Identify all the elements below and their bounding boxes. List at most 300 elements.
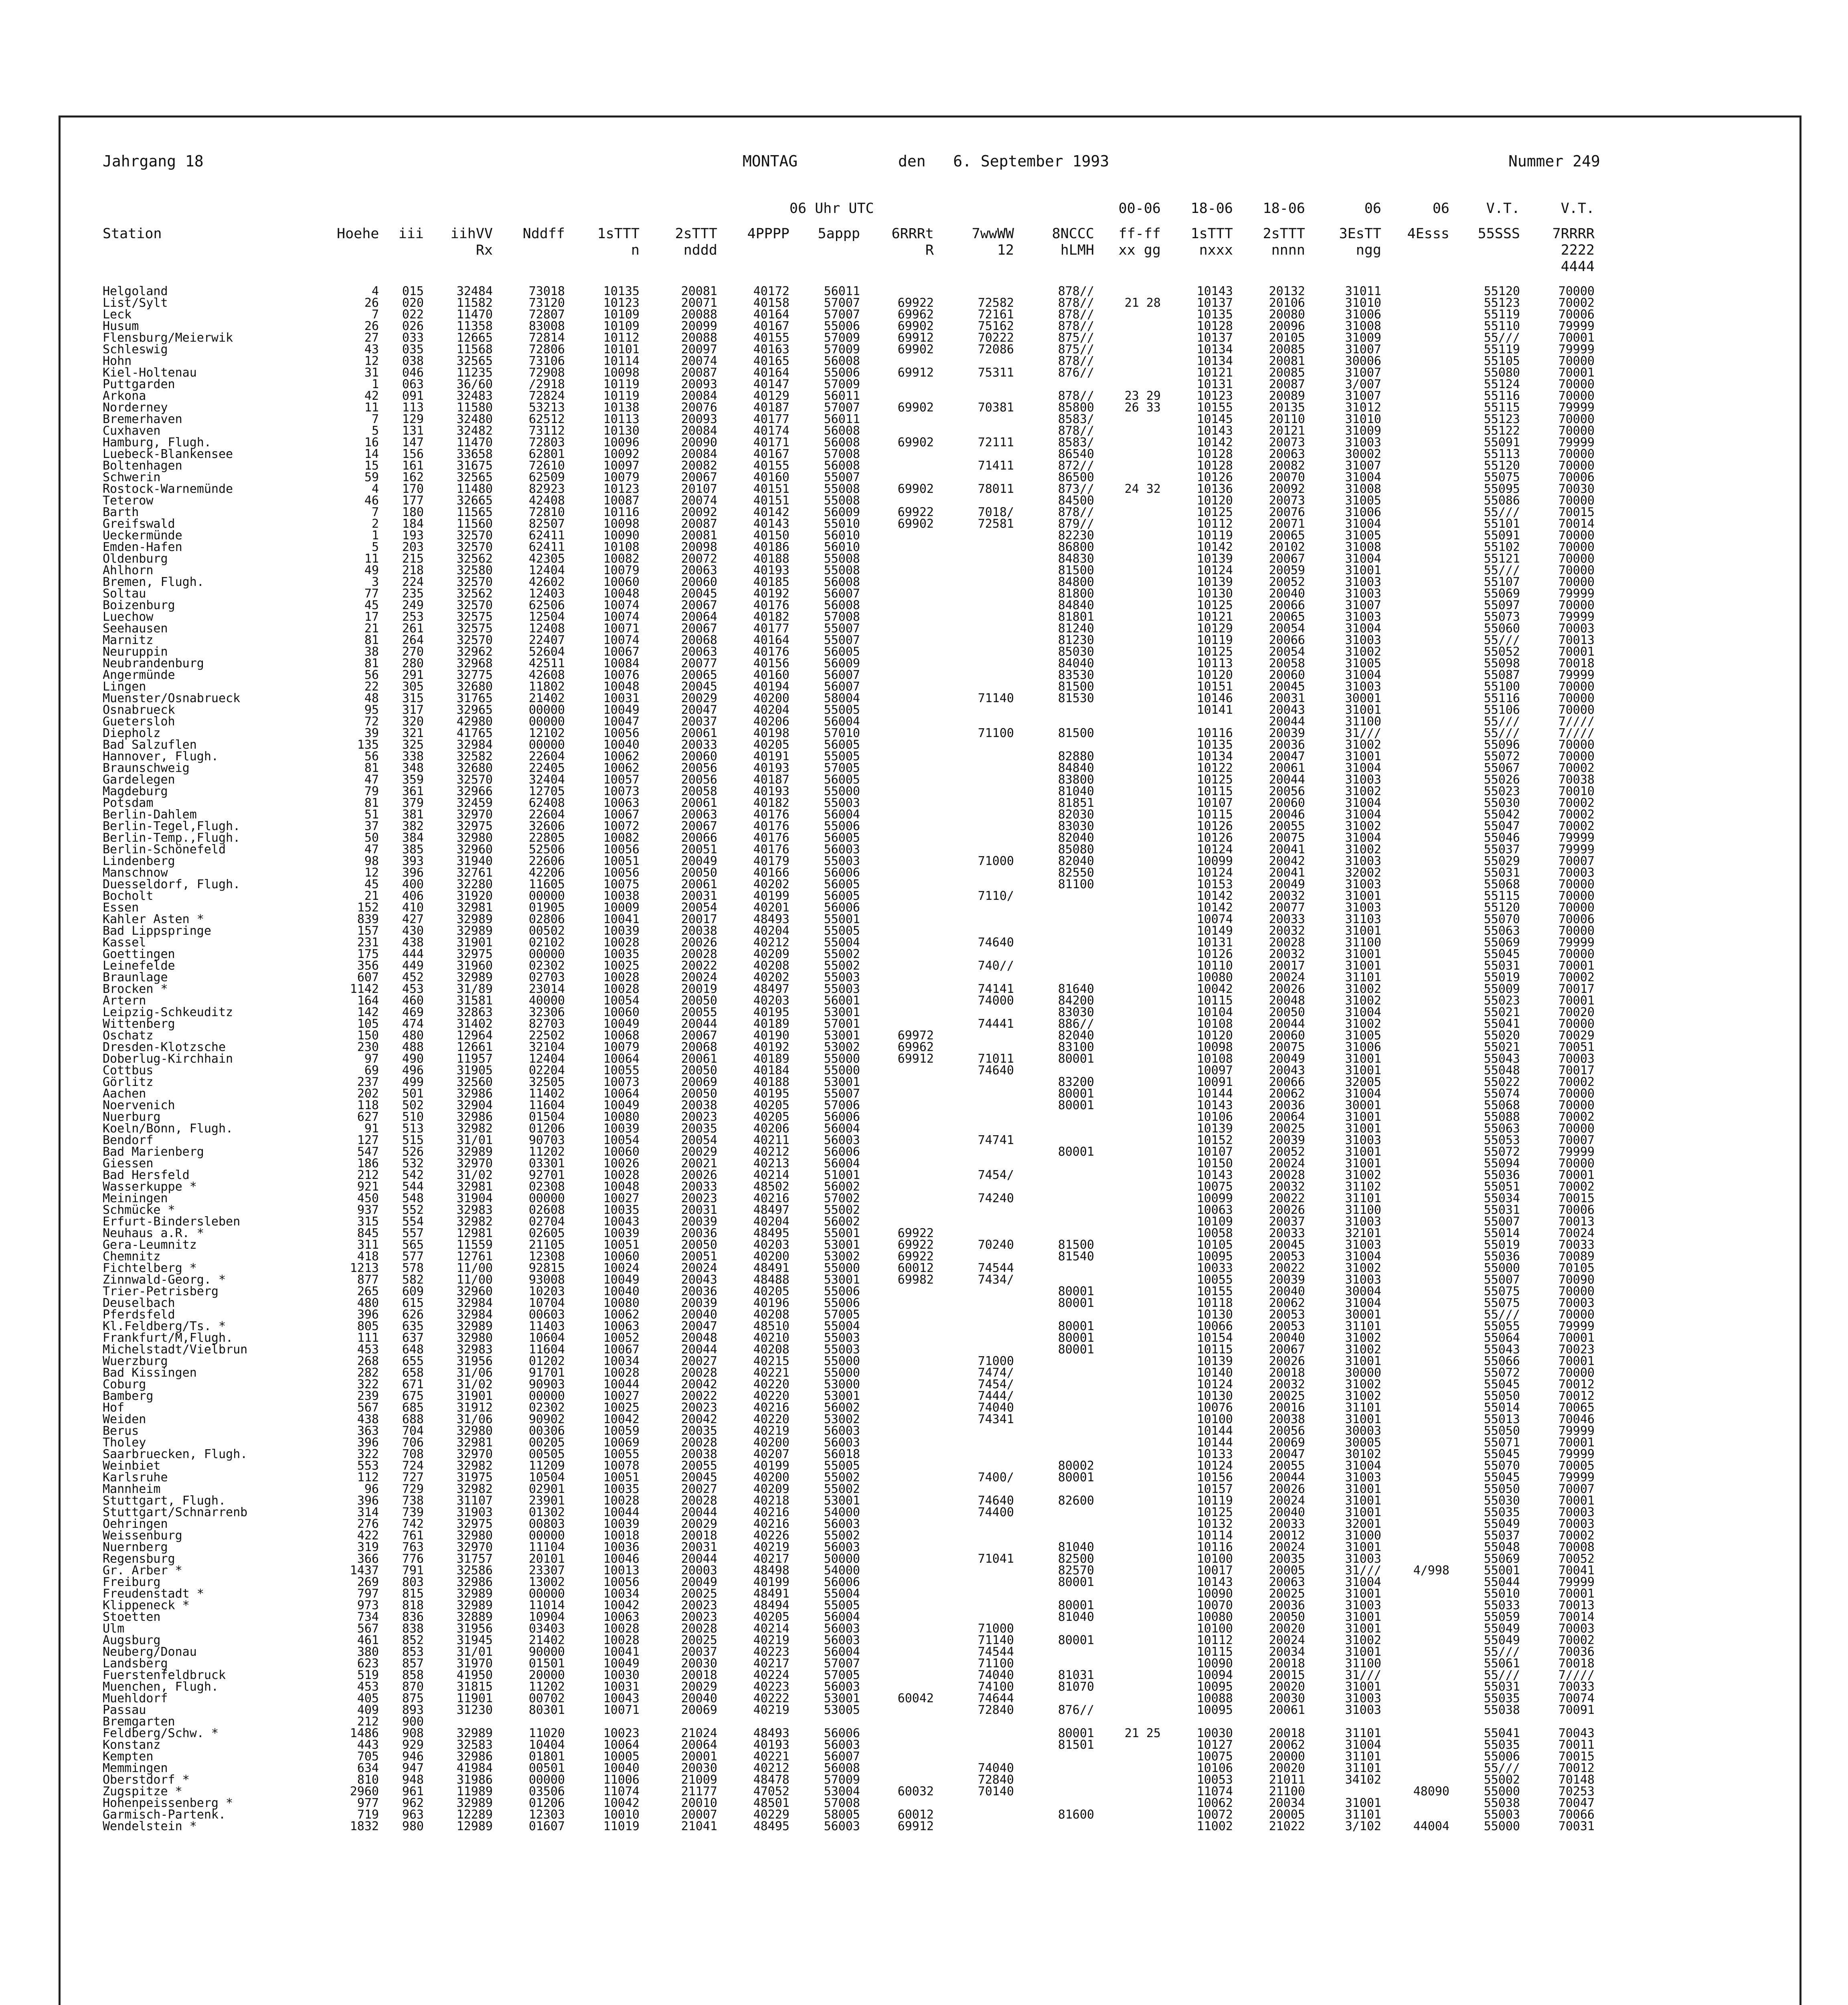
table-cell [1381, 1076, 1449, 1088]
table-cell: 74040 [978, 1401, 1014, 1415]
table-cell: 10157 [1196, 1482, 1233, 1496]
table-cell: 32761 [456, 866, 493, 880]
table-cell: 71041 [978, 1552, 1014, 1566]
table-cell: 10049 [603, 1017, 640, 1031]
table-cell: 20052 [1269, 575, 1305, 589]
table-cell [934, 1518, 1014, 1530]
table-cell [1381, 1367, 1449, 1379]
table-cell [860, 472, 934, 483]
table-cell [934, 623, 1014, 634]
table-cell: 20022 [1269, 1261, 1305, 1275]
column-header-2 [379, 242, 424, 259]
table-cell: 11580 [456, 401, 493, 415]
table-cell: 10049 [603, 1098, 640, 1112]
table-cell: 82230 [1058, 529, 1094, 543]
table-cell: 20051 [681, 1250, 717, 1264]
table-cell [1094, 1204, 1161, 1216]
table-cell: 5 [371, 540, 379, 554]
table-cell [1381, 472, 1449, 483]
table-cell: 11202 [528, 1680, 565, 1694]
table-cell: 56 [364, 668, 379, 682]
table-cell: 55000 [824, 1052, 860, 1066]
table-cell: 10141 [1196, 703, 1233, 717]
table-cell: 70000 [1558, 377, 1595, 391]
column-header-4 [493, 259, 565, 275]
table-cell [1014, 1111, 1094, 1123]
table-cell: 10048 [603, 680, 640, 694]
table-cell: 40167 [753, 447, 789, 461]
table-cell: 10139 [1196, 552, 1233, 566]
table-cell [860, 832, 934, 844]
table-cell [1014, 1158, 1094, 1169]
table-cell: 85030 [1058, 645, 1094, 659]
table-cell: 40163 [753, 342, 789, 356]
table-cell: 69962 [897, 308, 934, 322]
table-cell: 31100 [1345, 715, 1381, 729]
table-cell [934, 1181, 1014, 1193]
table-cell: 10048 [603, 1180, 640, 1194]
table-cell: 55000 [824, 1354, 860, 1368]
table-cell [1381, 1600, 1449, 1611]
table-cell: 83030 [1058, 819, 1094, 833]
column-header-9: R [925, 242, 934, 258]
table-cell: 40208 [753, 1343, 789, 1357]
table-cell: 81 [364, 761, 379, 775]
table-cell: 55049 [1484, 1633, 1520, 1647]
table-cell: 55020 [1484, 1029, 1520, 1043]
table-cell: 40185 [753, 575, 789, 589]
table-row [103, 1565, 1595, 1576]
table-cell: 10144 [1196, 1424, 1233, 1438]
table-cell [1381, 1251, 1449, 1262]
table-cell: 21100 [1269, 1784, 1305, 1798]
table-row [103, 1507, 1595, 1518]
table-cell: 71100 [978, 726, 1014, 740]
table-cell [1381, 1065, 1449, 1076]
table-cell: 40187 [753, 401, 789, 415]
table-cell: 31009 [1345, 331, 1381, 345]
table-cell: 12981 [456, 1226, 493, 1240]
table-cell: 72908 [528, 366, 565, 380]
table-cell: 31904 [456, 1191, 493, 1205]
table-cell: 11002 [1196, 1819, 1233, 1833]
table-cell: 31101 [1345, 1808, 1381, 1822]
table-cell: 90000 [528, 1645, 565, 1659]
column-header-13: 1sTTT [1190, 226, 1233, 242]
table-cell: 10051 [603, 854, 640, 868]
table-cell: 10072 [1196, 1808, 1233, 1822]
table-cell: 20045 [1269, 680, 1305, 694]
table-cell: 31002 [1345, 843, 1381, 857]
column-header-14: 2sTTT [1263, 226, 1305, 242]
table-cell [1381, 1053, 1449, 1065]
table-cell [1014, 1390, 1094, 1402]
table-cell: 11802 [528, 680, 565, 694]
table-cell [1094, 704, 1161, 716]
table-cell: 11074 [1196, 1784, 1233, 1798]
table-cell: 10023 [603, 1726, 640, 1740]
station-name: Greifswald [103, 517, 175, 531]
table-cell: 55075 [1484, 1296, 1520, 1310]
table-cell: 1 [371, 377, 379, 391]
station-name: Erfurt-Bindersleben [103, 1215, 241, 1229]
table-cell: 10031 [603, 691, 640, 705]
table-cell: 55008 [824, 494, 860, 508]
table-cell: 20031 [1269, 691, 1305, 705]
table-cell: 60042 [897, 1691, 934, 1705]
table-cell: 73112 [528, 424, 565, 438]
table-cell: 31011 [1345, 284, 1381, 298]
table-cell [934, 1309, 1014, 1320]
table-cell: 20038 [1269, 1412, 1305, 1426]
table-cell: 32989 [456, 1145, 493, 1159]
table-cell [860, 646, 934, 658]
table-cell: 20023 [681, 1610, 717, 1624]
table-cell: 31002 [1345, 1377, 1381, 1391]
table-cell [1094, 1274, 1161, 1286]
table-cell: 55022 [1484, 1075, 1520, 1089]
table-cell: 21402 [528, 1633, 565, 1647]
column-header-13: nxxx [1199, 242, 1233, 258]
table-cell: 10035 [603, 1482, 640, 1496]
table-cell: 40176 [753, 819, 789, 833]
table-cell: 31001 [1345, 924, 1381, 938]
table-cell: 56005 [824, 831, 860, 845]
table-cell [1381, 530, 1449, 541]
table-cell: 31003 [1345, 901, 1381, 915]
table-cell: 40207 [753, 1447, 789, 1461]
table-cell: 12303 [528, 1808, 565, 1822]
table-cell: 55110 [1484, 319, 1520, 333]
table-cell [1381, 1227, 1449, 1239]
table-cell [1094, 1565, 1161, 1576]
table-cell: 20088 [681, 331, 717, 345]
table-cell: 11 [364, 401, 379, 415]
table-cell [1094, 937, 1161, 948]
table-cell [860, 1646, 934, 1658]
table-cell: 31004 [1345, 796, 1381, 810]
table-cell: 10013 [603, 1563, 640, 1578]
table-cell: 32306 [528, 1005, 565, 1019]
table-cell: 319 [357, 1540, 379, 1554]
table-cell: 70000 [1558, 1156, 1595, 1171]
table-cell [1094, 1518, 1161, 1530]
table-cell: 11605 [528, 877, 565, 891]
table-cell: 71100 [978, 1657, 1014, 1671]
table-cell [934, 1460, 1014, 1472]
table-cell [860, 286, 934, 297]
table-cell: 10136 [1196, 482, 1233, 496]
table-cell [1381, 297, 1449, 309]
station-name: Essen [103, 901, 139, 915]
table-cell: 7454/ [978, 1168, 1014, 1182]
table-cell: 40193 [753, 784, 789, 798]
table-cell: 20047 [681, 1319, 717, 1333]
table-cell: 55049 [1484, 1517, 1520, 1531]
table-cell: 20017 [681, 912, 717, 926]
table-cell: 40193 [753, 1738, 789, 1752]
table-cell: 32986 [456, 1750, 493, 1764]
station-name: Barth [103, 505, 139, 519]
table-cell: 31/// [1345, 726, 1381, 740]
table-cell: 53213 [528, 401, 565, 415]
table-cell: 10125 [1196, 505, 1233, 519]
table-cell: 10084 [603, 656, 640, 670]
table-cell: 00000 [528, 703, 565, 717]
table-cell: 10130 [1196, 1389, 1233, 1403]
table-cell: 10112 [603, 331, 640, 345]
table-cell [1381, 983, 1449, 995]
table-cell: 873// [1058, 482, 1094, 496]
table-cell [1094, 948, 1161, 960]
table-cell: 20064 [681, 1738, 717, 1752]
table-cell: 32965 [456, 703, 493, 717]
table-cell: 69902 [897, 435, 934, 450]
table-cell: 40220 [753, 1377, 789, 1391]
table-cell: 20063 [681, 808, 717, 822]
table-cell: 57009 [824, 377, 860, 391]
table-row [103, 425, 1595, 437]
table-cell: 55000 [1484, 1261, 1520, 1275]
table-row [103, 1018, 1595, 1030]
table-cell: 11989 [456, 1784, 493, 1798]
table-cell: 20040 [1269, 587, 1305, 601]
table-cell: 20066 [1269, 598, 1305, 612]
table-cell [860, 1158, 934, 1169]
table-cell [1094, 1658, 1161, 1669]
table-cell: 02302 [528, 1401, 565, 1415]
table-cell: 01206 [528, 1796, 565, 1810]
table-cell: 55006 [824, 1284, 860, 1298]
station-name: Nuernberg [103, 1540, 168, 1554]
table-cell: 40174 [753, 424, 789, 438]
table-cell: 10067 [603, 1343, 640, 1357]
table-cell: 72 [364, 715, 379, 729]
table-cell: 55064 [1484, 1331, 1520, 1345]
table-cell [1381, 460, 1449, 472]
table-cell: 70000 [1558, 529, 1595, 543]
table-cell: 70012 [1558, 1389, 1595, 1403]
table-cell: 10049 [603, 1273, 640, 1287]
table-cell: 10404 [528, 1738, 565, 1752]
table-cell: 55073 [1484, 610, 1520, 624]
table-cell: 22604 [528, 808, 565, 822]
table-cell: 921 [357, 1180, 379, 1194]
station-name: Goettingen [103, 947, 175, 961]
table-cell: 69972 [897, 1029, 934, 1043]
table-cell: 740// [978, 959, 1014, 973]
table-cell: 26 [364, 319, 379, 333]
table-cell: 10034 [603, 1587, 640, 1601]
table-cell [1014, 925, 1094, 937]
table-cell: 00702 [528, 1691, 565, 1705]
table-cell [1094, 1786, 1161, 1797]
column-header-11: hLMH [1060, 242, 1094, 258]
table-cell [1381, 1181, 1449, 1193]
table-cell: 69922 [897, 505, 934, 519]
station-name: Bad Marienberg [103, 1145, 204, 1159]
table-cell: 20077 [1269, 901, 1305, 915]
table-cell: 74000 [978, 994, 1014, 1008]
table-cell: 85080 [1058, 843, 1094, 857]
table-cell: 20020 [1269, 1680, 1305, 1694]
table-cell: 20043 [1269, 703, 1305, 717]
table-cell: 015 [402, 284, 424, 298]
table-cell: 10082 [603, 552, 640, 566]
table-cell [1094, 1100, 1161, 1111]
table-cell: 10078 [603, 1459, 640, 1473]
table-cell: 20061 [1269, 1703, 1305, 1717]
table-cell: 460 [402, 994, 424, 1008]
table-cell: 32986 [456, 1575, 493, 1589]
table-cell: 112 [357, 1470, 379, 1485]
table-cell: 31007 [1345, 459, 1381, 473]
table-cell: 69902 [897, 517, 934, 531]
table-cell: 515 [402, 1133, 424, 1147]
table-cell: 79999 [1558, 843, 1595, 857]
table-cell: 31003 [1345, 633, 1381, 647]
table-cell: 56010 [824, 540, 860, 554]
table-cell: 40223 [753, 1645, 789, 1659]
table-cell: 22407 [528, 633, 565, 647]
table-cell: 7 [371, 308, 379, 322]
table-cell: 57009 [824, 331, 860, 345]
table-cell [860, 1193, 934, 1204]
table-cell: 82570 [1058, 1563, 1094, 1578]
table-cell: 20073 [1269, 435, 1305, 450]
table-cell: 20022 [681, 1389, 717, 1403]
table-cell: 69982 [897, 1273, 934, 1287]
station-name: Braunlage [103, 970, 168, 984]
table-cell: 40129 [753, 389, 789, 403]
table-cell: 40200 [753, 1436, 789, 1450]
table-cell: 31101 [1345, 1750, 1381, 1764]
station-name: Oehringen [103, 1517, 168, 1531]
station-name: Zinnwald-Georg. * [103, 1273, 226, 1287]
table-cell: 20101 [528, 1552, 565, 1566]
table-cell: 261 [402, 622, 424, 636]
table-cell: 947 [402, 1761, 424, 1775]
table-cell: 70002 [1558, 808, 1595, 822]
table-cell: 10062 [603, 1308, 640, 1322]
table-cell: 32480 [456, 412, 493, 426]
table-cell [1381, 995, 1449, 1007]
table-cell: 81530 [1058, 691, 1094, 705]
table-cell: 55000 [1484, 1784, 1520, 1798]
table-cell: 41984 [456, 1761, 493, 1775]
table-cell: 10115 [1196, 808, 1233, 822]
table-cell: 32680 [456, 680, 493, 694]
table-cell [934, 1041, 1014, 1053]
table-cell [1094, 1007, 1161, 1018]
table-cell [717, 1716, 789, 1728]
table-cell: 20039 [1269, 726, 1305, 740]
table-cell [860, 890, 934, 902]
table-cell: 70001 [1558, 959, 1595, 973]
station-name: Kiel-Holtenau [103, 366, 197, 380]
table-cell: 40204 [753, 924, 789, 938]
table-cell: 57001 [824, 1017, 860, 1031]
table-cell: 55080 [1484, 366, 1520, 380]
table-cell: 55002 [1484, 1773, 1520, 1787]
table-row [103, 634, 1595, 646]
table-cell: 609 [402, 1284, 424, 1298]
table-cell: 675 [402, 1389, 424, 1403]
table-cell: 31940 [456, 854, 493, 868]
station-name: Nuerburg [103, 1110, 161, 1124]
table-cell: 31975 [456, 1470, 493, 1485]
table-cell [1381, 425, 1449, 437]
table-cell [860, 972, 934, 983]
table-cell: 56008 [824, 575, 860, 589]
table-cell: 80001 [1058, 1319, 1094, 1333]
table-cell [934, 1530, 1014, 1541]
table-row [103, 1460, 1595, 1472]
table-cell: 55075 [1484, 470, 1520, 484]
table-cell: 70038 [1558, 773, 1595, 787]
table-cell: 10109 [603, 308, 640, 322]
table-cell: 56018 [824, 1447, 860, 1461]
table-cell [934, 751, 1014, 762]
table-cell: 53002 [824, 1412, 860, 1426]
table-cell: 70017 [1558, 982, 1595, 996]
table-cell [860, 1495, 934, 1507]
table-cell: 45 [364, 598, 379, 612]
table-cell: 56008 [824, 435, 860, 450]
table-cell: 78011 [978, 482, 1014, 496]
table-cell: 20102 [1269, 540, 1305, 554]
table-cell: 776 [402, 1552, 424, 1566]
table-cell: 31757 [456, 1552, 493, 1566]
table-cell: 55048 [1484, 1063, 1520, 1077]
column-header-5 [565, 259, 640, 275]
station-name: Hohenpeissenberg * [103, 1796, 233, 1810]
table-cell: 72807 [528, 308, 565, 322]
table-row [103, 1355, 1595, 1367]
table-cell: 70105 [1558, 1261, 1595, 1275]
table-cell: 876// [1058, 1703, 1094, 1717]
table-cell: 20024 [1269, 1633, 1305, 1647]
table-cell: 379 [402, 796, 424, 810]
table-cell: 31003 [1345, 435, 1381, 450]
table-cell: 56009 [824, 656, 860, 670]
table-cell: 70000 [1558, 749, 1595, 764]
table-cell: 32560 [456, 1075, 493, 1089]
table-cell: 56003 [824, 1436, 860, 1450]
table-cell [1094, 1262, 1161, 1274]
table-row [103, 727, 1595, 739]
table-cell: 10076 [1196, 1401, 1233, 1415]
table-cell: 10067 [603, 645, 640, 659]
table-cell: 55003 [1484, 1808, 1520, 1822]
table-cell: 20039 [681, 1296, 717, 1310]
table-cell: 20026 [681, 936, 717, 950]
table-cell [1094, 506, 1161, 518]
table-cell: 10119 [1196, 529, 1233, 543]
table-cell: 20084 [681, 447, 717, 461]
table-cell: 14 [364, 447, 379, 461]
table-cell: 56007 [824, 587, 860, 601]
table-cell: 10034 [603, 1354, 640, 1368]
table-cell: 40213 [753, 1156, 789, 1171]
station-name: Landsberg [103, 1657, 168, 1671]
table-cell: 10043 [603, 1691, 640, 1705]
table-cell: 10108 [603, 540, 640, 554]
table-cell: 74441 [978, 1017, 1014, 1031]
table-cell: 627 [357, 1110, 379, 1124]
table-cell: 20064 [1269, 1110, 1305, 1124]
station-name: Oldenburg [103, 552, 168, 566]
